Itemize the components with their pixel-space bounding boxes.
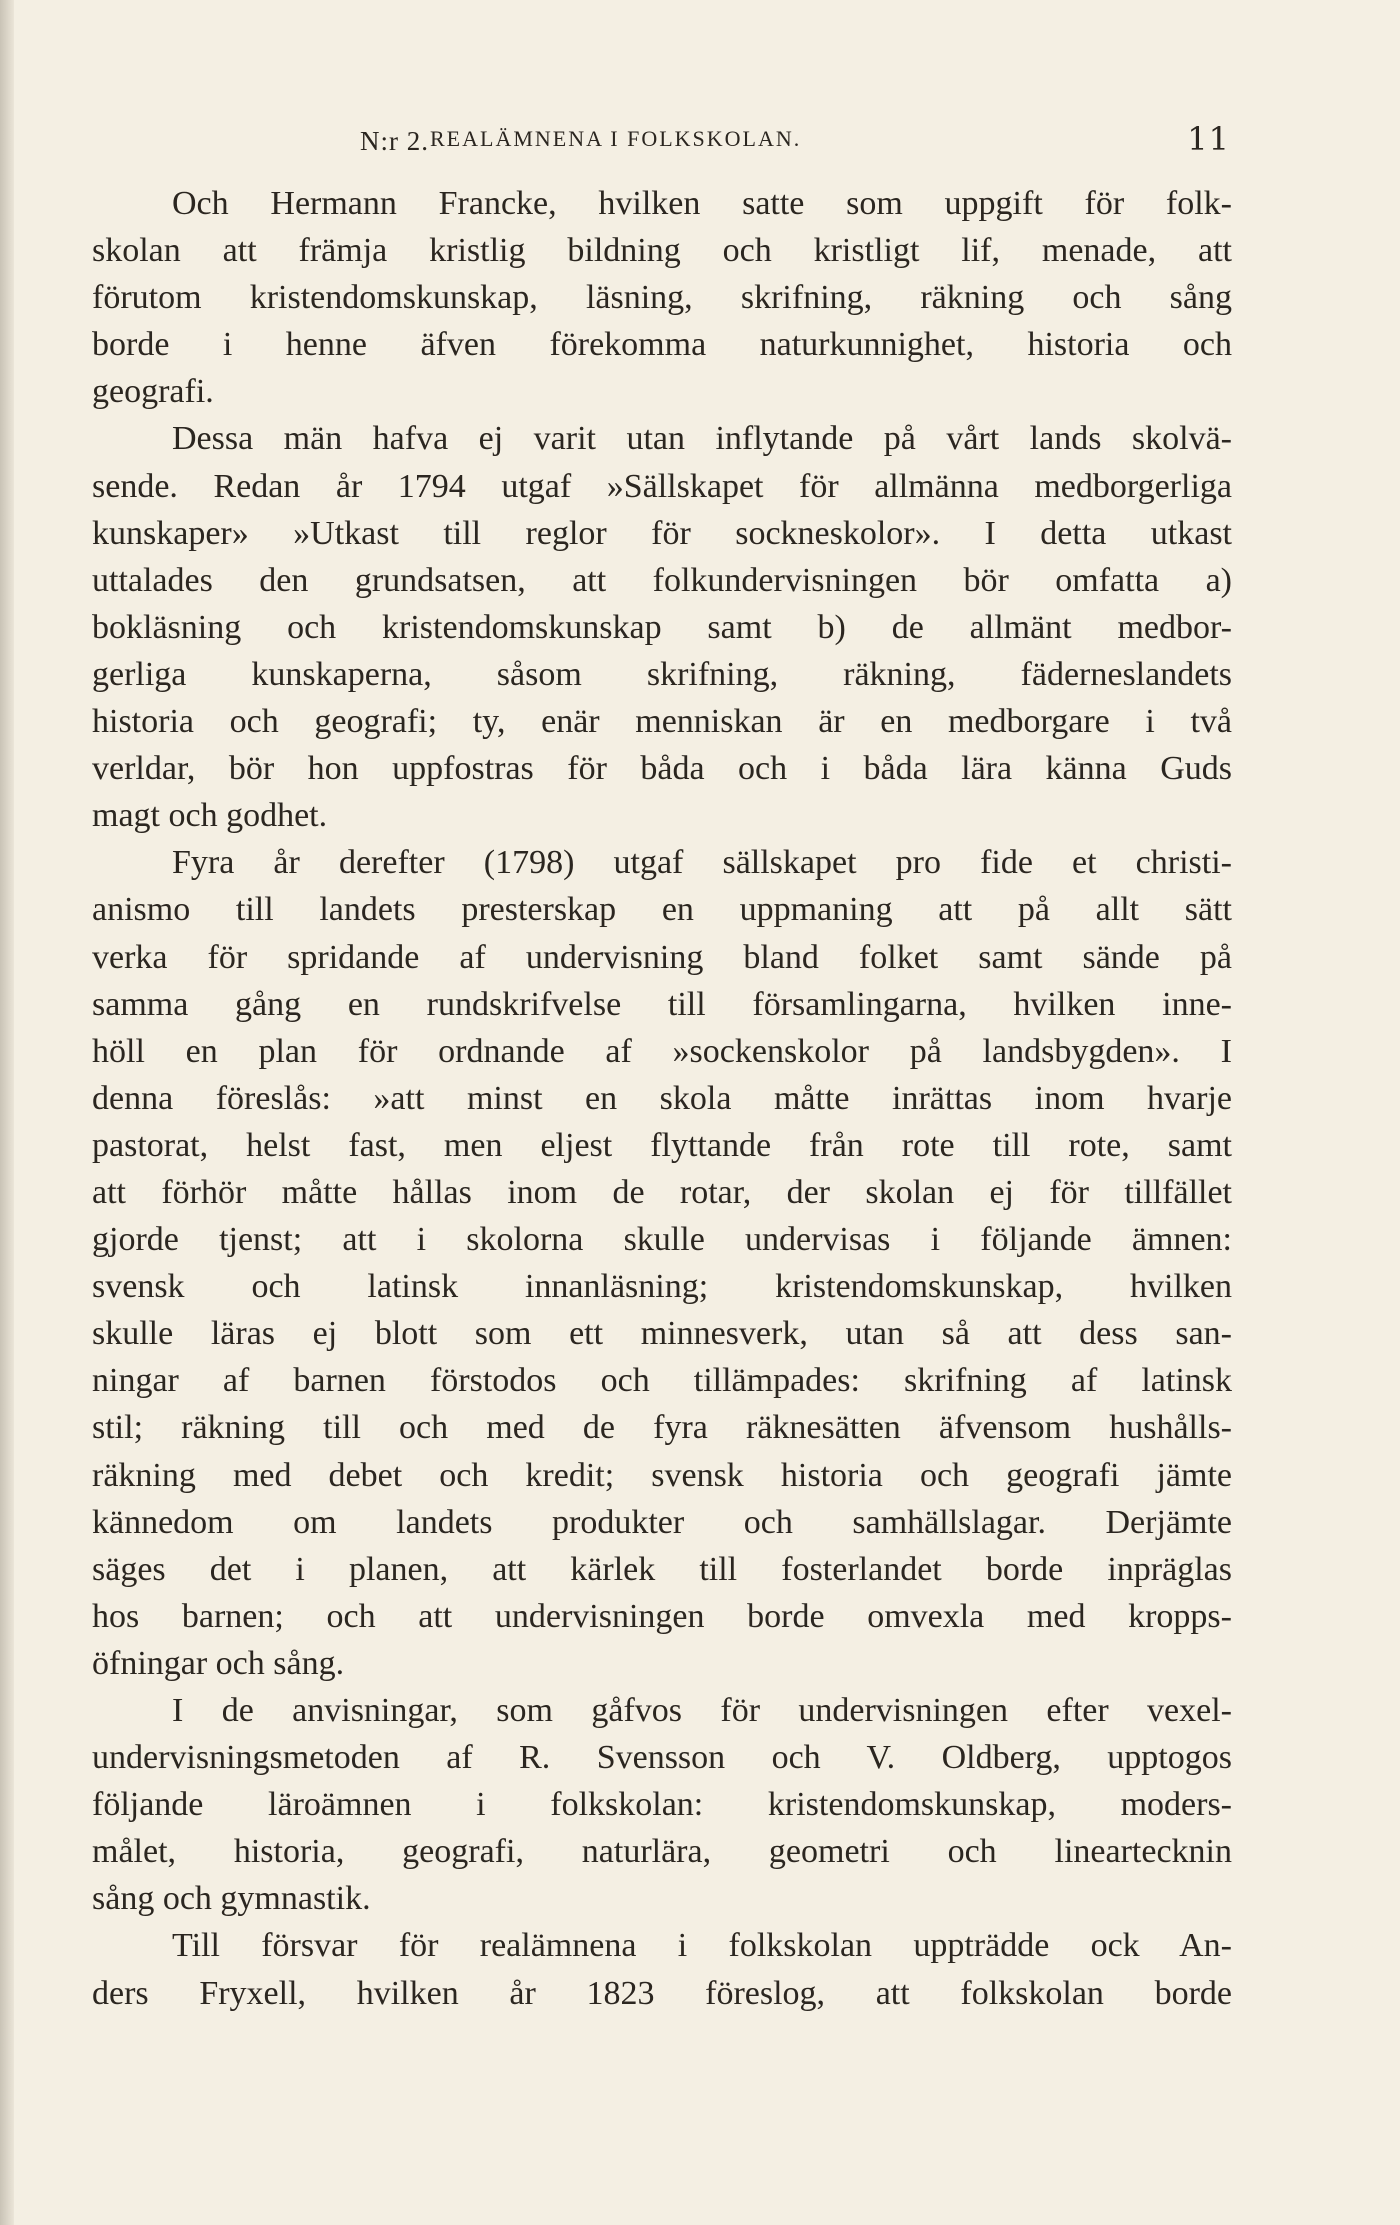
text-line: sende. Redan år 1794 utgaf »Sällskapet för allmänna medborgerliga [92,467,1232,505]
text-line: sång och gymnastik. [92,1880,371,1918]
text-line: öfningar och sång. [92,1644,345,1682]
text-line: svensk och latinsk innanläsning; kristendomskunskap, hvilken [92,1268,1232,1306]
text-line: skulle läras ej blott som ett minnesverk, utan så att dess san- [92,1315,1232,1353]
text-line: anismo till landets presterskap en uppmaning att på allt sätt [92,891,1232,929]
text-line: geografi. [92,373,214,411]
text-line: att förhör måtte hållas inom de rotar, der skolan ej för tillfället [92,1173,1232,1211]
page-number: 11 [1187,120,1230,158]
page-edge [0,0,14,2225]
text-line: höll en plan för ordnande af »sockenskolor på landsbygden». I [92,1032,1232,1070]
text-line: skolan att främja kristlig bildning och kristligt lif, menade, att [92,232,1232,270]
text-line: gerliga kunskaperna, såsom skrifning, räkning, fäderneslandets [92,655,1232,693]
text-line: ders Fryxell, hvilken år 1823 föreslog, att folkskolan borde [92,1974,1232,2012]
text-line: samma gång en rundskrifvelse till församlingarna, hvilken inne- [92,985,1232,1023]
text-line: I de anvisningar, som gåfvos för undervisningen efter vexel- [172,1692,1232,1729]
text-line: Dessa män hafva ej varit utan inflytande på vårt lands skolvä- [172,420,1232,458]
text-line: säges det i planen, att kärlek till fosterlandet borde inpräglas [92,1550,1232,1588]
text-line: ningar af barnen förstodos och tillämpades: skrifning af latinsk [92,1362,1232,1400]
text-line: verka för spridande af undervisning bland folket samt sände på [92,938,1232,976]
text-line: stil; räkning till och med de fyra räknesätten äfvensom hushålls- [92,1409,1232,1447]
text-line: denna föreslås: »att minst en skola måtte inrättas inom hvarje [92,1079,1232,1117]
text-line: kunskaper» »Utkast till reglor för sockneskolor». I detta utkast [92,514,1232,552]
text-line: pastorat, helst fast, men eljest flyttande från rote till rote, samt [92,1126,1232,1164]
text-line: undervisningsmetoden af R. Svensson och V. Oldberg, upptogos [92,1739,1232,1777]
text-line: historia och geografi; ty, enär menniskan är en medborgare i två [92,703,1232,741]
text-line: förutom kristendomskunskap, läsning, skrifning, räkning och sång [92,279,1232,317]
text-line: följande läroämnen i folkskolan: kristendomskunskap, moders- [92,1786,1232,1824]
body-text [92,180,1232,2017]
issue-number: N:r 2. [360,126,429,156]
text-line: Och Hermann Francke, hvilken satte som uppgift för folk- [172,185,1232,222]
text-line: kännedom om landets produkter och samhällslagar. Derjämte [92,1503,1232,1541]
text-line: Till försvar för realämnena i folkskolan uppträdde ock An- [172,1927,1232,1965]
text-line: gjorde tjenst; att i skolorna skulle undervisas i följande ämnen: [92,1221,1232,1259]
text-line: uttalades den grundsatsen, att folkundervisningen bör omfatta a) [92,561,1232,599]
text-line: verldar, bör hon uppfostras för båda och i båda lära känna Guds [92,750,1232,788]
text-line: borde i henne äfven förekomma naturkunnighet, historia och [92,326,1232,364]
running-title: REALÄMNENA I FOLKSKOLAN. [430,126,802,151]
text-line: hos barnen; och att undervisningen borde omvexla med kropps- [92,1597,1232,1635]
text-line: magt och godhet. [92,797,328,835]
text-line: Fyra år derefter (1798) utgaf sällskapet pro fide et christi- [172,844,1232,882]
text-line: målet, historia, geografi, naturlära, geometri och lineartecknin [92,1833,1232,1871]
text-line: bokläsning och kristendomskunskap samt b) de allmänt medbor- [92,608,1232,646]
running-header [360,120,1230,164]
text-line: räkning med debet och kredit; svensk historia och geografi jämte [92,1456,1232,1494]
